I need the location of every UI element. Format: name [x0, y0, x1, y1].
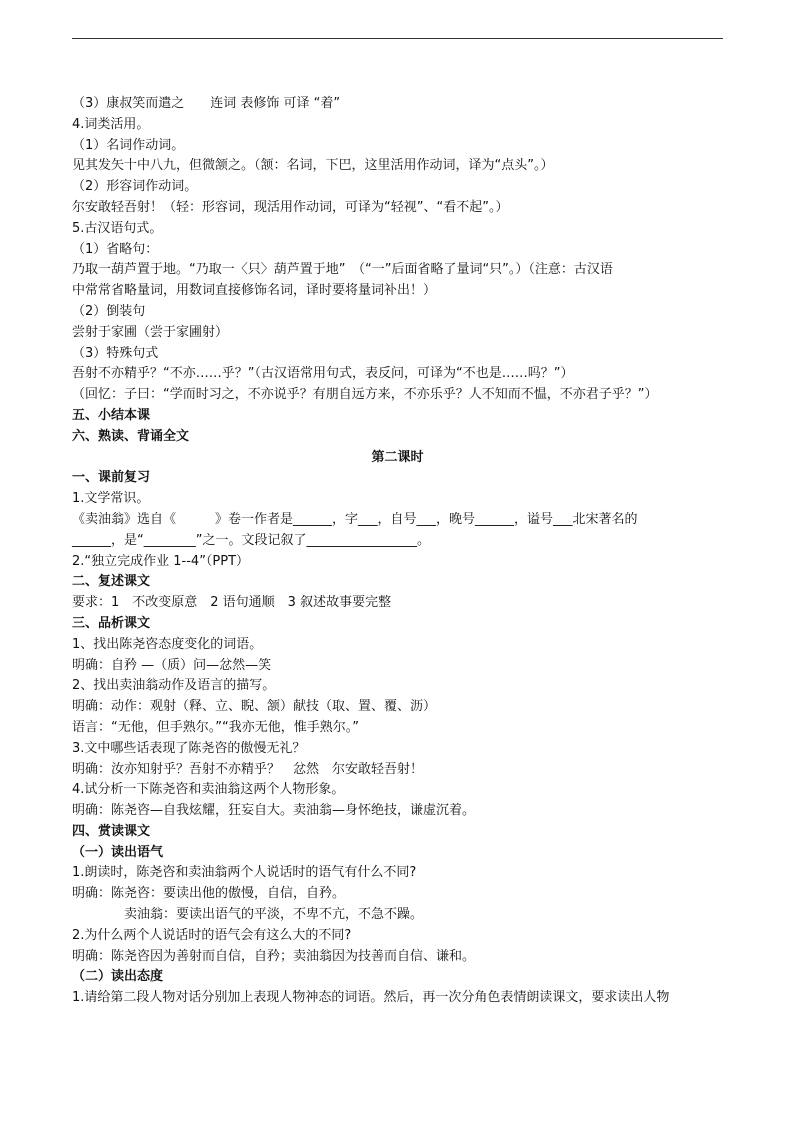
- section-heading: 第二课时: [371, 449, 424, 465]
- text-line: 中常常省略量词，用数词直接修饰名词，译时要将量词补出！）: [72, 283, 437, 299]
- text-line: 卖油翁：要读出语气的平淡，不卑不亢，不急不躁。: [124, 907, 424, 923]
- text-line: （2）形容词作动词。: [72, 179, 198, 195]
- text-line: 要求：1 不改变原意 2 语句通顺 3 叙述故事要完整: [72, 595, 392, 611]
- text-line: （1）省略句：: [72, 241, 159, 257]
- header-rule: [72, 38, 723, 39]
- section-heading: （二）读出态度: [72, 969, 164, 985]
- section-heading: （一）读出语气: [72, 844, 164, 860]
- text-line: 尔安敢轻吾射！（轻：形容词，现活用作动词，可译为“轻视”、“看不起”。）: [72, 199, 509, 215]
- text-line: 2.为什么两个人说话时的语气会有这么大的不同?: [72, 927, 352, 943]
- section-heading: 五、小结本课: [72, 407, 151, 423]
- section-heading: 四、赏读课文: [72, 823, 151, 839]
- text-line: 明确：陈尧咨：要读出他的傲慢，自信，自矜。: [72, 886, 346, 902]
- section-heading: 一、课前复习: [72, 470, 151, 486]
- text-line: （3）康叔笑而遣之 连词 表修饰 可译 “着”: [72, 96, 341, 111]
- text-line: 明确：陈尧咨因为善射而自信，自矜；卖油翁因为技善而自信、谦和。: [72, 948, 476, 964]
- text-line: 明确：陈尧咨—自我炫耀，狂妄自大。卖油翁—身怀绝技，谦虚沉着。: [72, 803, 476, 819]
- section-heading: 二、复述课文: [72, 574, 151, 590]
- text-line: 1.文学常识。: [72, 491, 150, 507]
- text-line: 明确：自矜 —（质）问—忿然—笑: [72, 657, 272, 673]
- section-heading: 六、熟读、背诵全文: [72, 428, 190, 444]
- text-line: 1、找出陈尧咨态度变化的词语。: [72, 636, 263, 652]
- text-line: 4.试分析一下陈尧咨和卖油翁这两个人物形象。: [72, 782, 345, 798]
- text-line: 3.文中哪些话表现了陈尧咨的傲慢无礼？: [72, 740, 306, 756]
- document-body: [72, 94, 723, 1009]
- text-line: 见其发矢十中八九，但微颔之。（颔：名词，下巴，这里活用作动词，译为“点头”。）: [72, 158, 554, 174]
- text-line: 明确：动作：观射（释、立、睨、颔）献技（取、置、覆、沥）: [72, 699, 437, 715]
- text-line: 5.古汉语句式。: [72, 220, 163, 236]
- text-line: 2.“独立完成作业 1--4”（PPT）: [72, 553, 250, 569]
- text-line: 语言：“无他，但手熟尔。”“我亦无他，惟手熟尔。”: [72, 719, 359, 735]
- text-line: 明确：汝亦知射乎？吾射不亦精乎？ 忿然 尔安敢轻吾射！: [72, 761, 424, 777]
- text-line: 4.词类活用。: [72, 116, 150, 132]
- section-heading: 三、品析课文: [72, 615, 151, 631]
- text-line: 1.朗读时，陈尧咨和卖油翁两个人说话时的语气有什么不同?: [72, 865, 417, 881]
- text-line: 乃取一葫芦置于地。“乃取一〈只〉葫芦置于地” （“一”后面省略了量词“只”。）（注意：古汉语: [72, 262, 613, 278]
- text-line: 2、找出卖油翁动作及语言的描写。: [72, 678, 276, 694]
- text-line: 尝射于家圃（尝于家圃射）: [72, 324, 229, 340]
- text-line: 1.请给第二段人物对话分别加上表现人物神态的词语。然后，再一次分角色表情朗读课文，要求读出人物: [72, 990, 670, 1006]
- text-line: （3）特殊句式: [72, 345, 159, 361]
- text-line: （2）倒装句: [72, 303, 146, 319]
- text-line: 吾射不亦精乎？“不亦……乎？”（古汉语常用句式，表反问，可译为“不也是……吗？”）: [72, 366, 574, 382]
- text-line: 《卖油翁》选自《 》卷一作者是______，字___，自号___，晚号______，谥号___北宋著名的: [72, 511, 638, 527]
- text-line: （回忆：子曰：“学而时习之，不亦说乎？有朋自远方来，不亦乐乎？人不知而不愠，不亦君子乎？”）: [72, 387, 658, 403]
- text-line: （1）名词作动词。: [72, 137, 185, 153]
- text-line: ______，是“________”之一。文段记叙了_________________。: [72, 532, 430, 548]
